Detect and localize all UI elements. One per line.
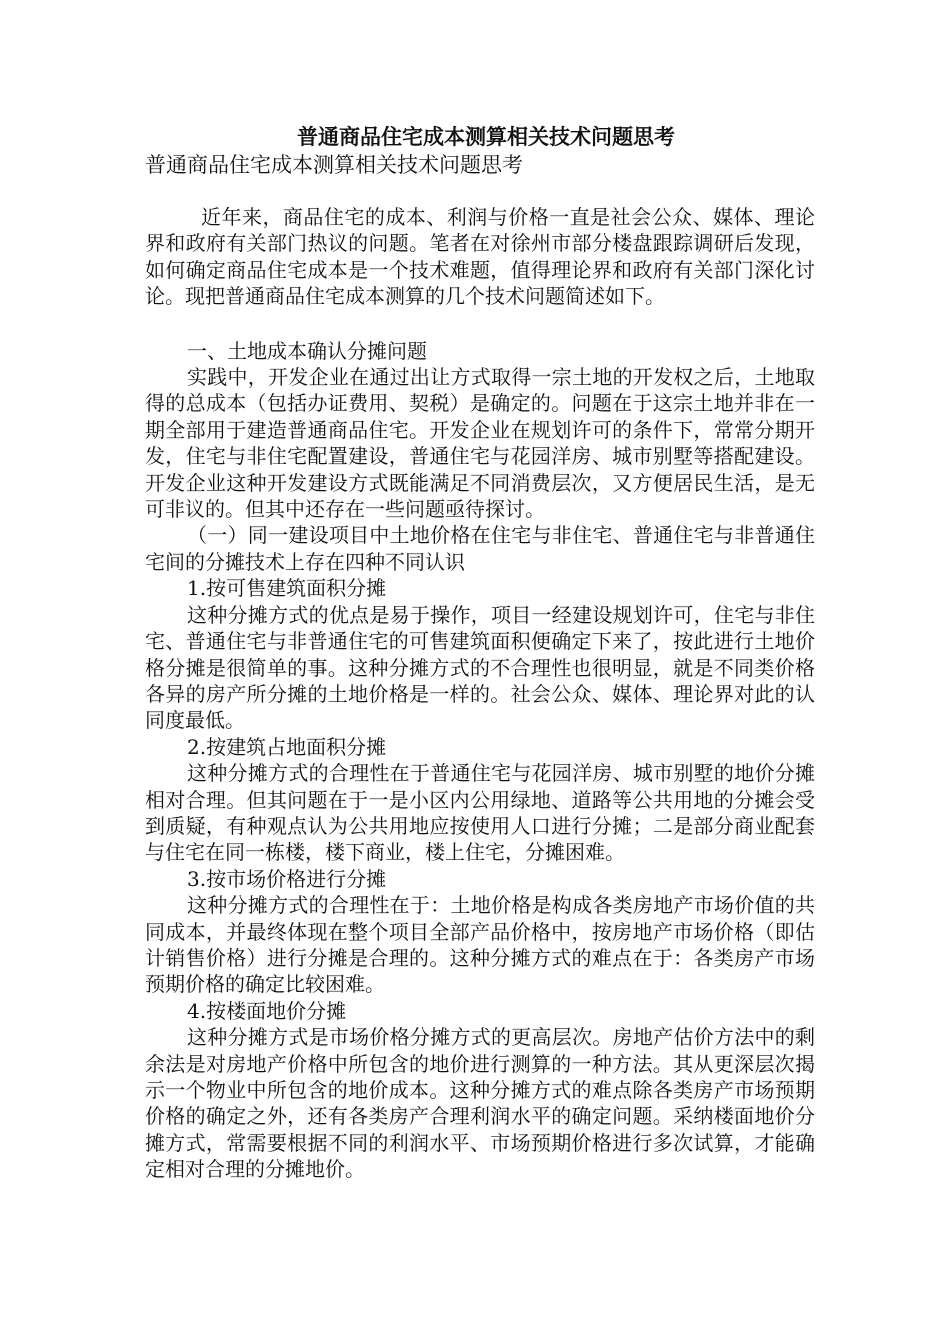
method-text-1: 这种分摊方式的优点是易于操作，项目一经建设规划许可，住宅与非住宅、普通住宅与非普通住宅的可售建筑面积便确定下来了，按此进行土地价格分摊是很简单的事。这种分摊方式的不合理性也很明显，就是不同类价格各异的房产所分摊的土地价格是一样的。社会公众、媒体、理论界对此的认同度最低。	[145, 602, 815, 733]
method-heading-1: 1.按可售建筑面积分摊	[187, 576, 387, 601]
document-subtitle: 普通商品住宅成本测算相关技术问题思考	[145, 153, 523, 177]
subsection-heading: （一）同一建设项目中土地价格在住宅与非住宅、普通住宅与非普通住宅间的分摊技术上存在四种不同认识	[145, 523, 815, 574]
method-text-3: 这种分摊方式的合理性在于：土地价格是构成各类房地产市场价值的共同成本，并最终体现在整个项目全部产品价格中，按房地产市场价格（即估计销售价格）进行分摊是合理的。这种分摊方式的难点在于：各类房产市场预期价格的确定比较困难。	[145, 893, 815, 997]
paragraph-gap	[145, 310, 815, 338]
intro-paragraph: 近年来，商品住宅的成本、利润与价格一直是社会公众、媒体、理论界和政府有关部门热议的问题。笔者在对徐州市部分楼盘跟踪调研后发现，如何确定商品住宅成本是一个技术难题，值得理论界和政府有关部门深化讨论。现把普通商品住宅成本测算的几个技术问题简述如下。	[145, 205, 815, 309]
method-text-4: 这种分摊方式是市场价格分摊方式的更高层次。房地产估价方法中的剩余法是对房地产价格中所包含的地价进行测算的一种方法。其从更深层次揭示一个物业中所包含的地价成本。这种分摊方式的难点除各类房产市场预期价格的确定之外，还有各类房产合理利润水平的确定问题。采纳楼面地价分摊方式，常需要根据不同的利润水平、市场预期价格进行多次试算，才能确定相对合理的分摊地价。	[145, 1025, 815, 1182]
document-page	[145, 122, 815, 1183]
method-heading-3: 3.按市场价格进行分摊	[187, 866, 387, 891]
section-heading: 一、土地成本确认分摊问题	[187, 338, 427, 363]
method-text-2: 这种分摊方式的合理性在于普通住宅与花园洋房、城市别墅的地价分摊相对合理。但其问题在于一是小区内公用绿地、道路等公共用地的分摊会受到质疑，有种观点认为公共用地应按使用人口进行分摊；二是部分商业配套与住宅在同一栋楼，楼下商业，楼上住宅，分摊困难。	[145, 761, 815, 865]
method-heading-2: 2.按建筑占地面积分摊	[187, 734, 387, 759]
method-heading-4: 4.按楼面地价分摊	[187, 998, 347, 1023]
body-paragraph: 实践中，开发企业在通过出让方式取得一宗土地的开发权之后，土地取得的总成本（包括办证费用、契税）是确定的。问题在于这宗土地并非在一期全部用于建造普通商品住宅。开发企业在规划许可的条件下，常常分期开发，住宅与非住宅配置建设，普通住宅与花园洋房、城市别墅等搭配建设。开发企业这种开发建设方式既能满足不同消费层次，又方便居民生活，是无可非议的。但其中还存在一些问题亟待探讨。	[145, 365, 815, 522]
document-title: 普通商品住宅成本测算相关技术问题思考	[297, 124, 675, 149]
